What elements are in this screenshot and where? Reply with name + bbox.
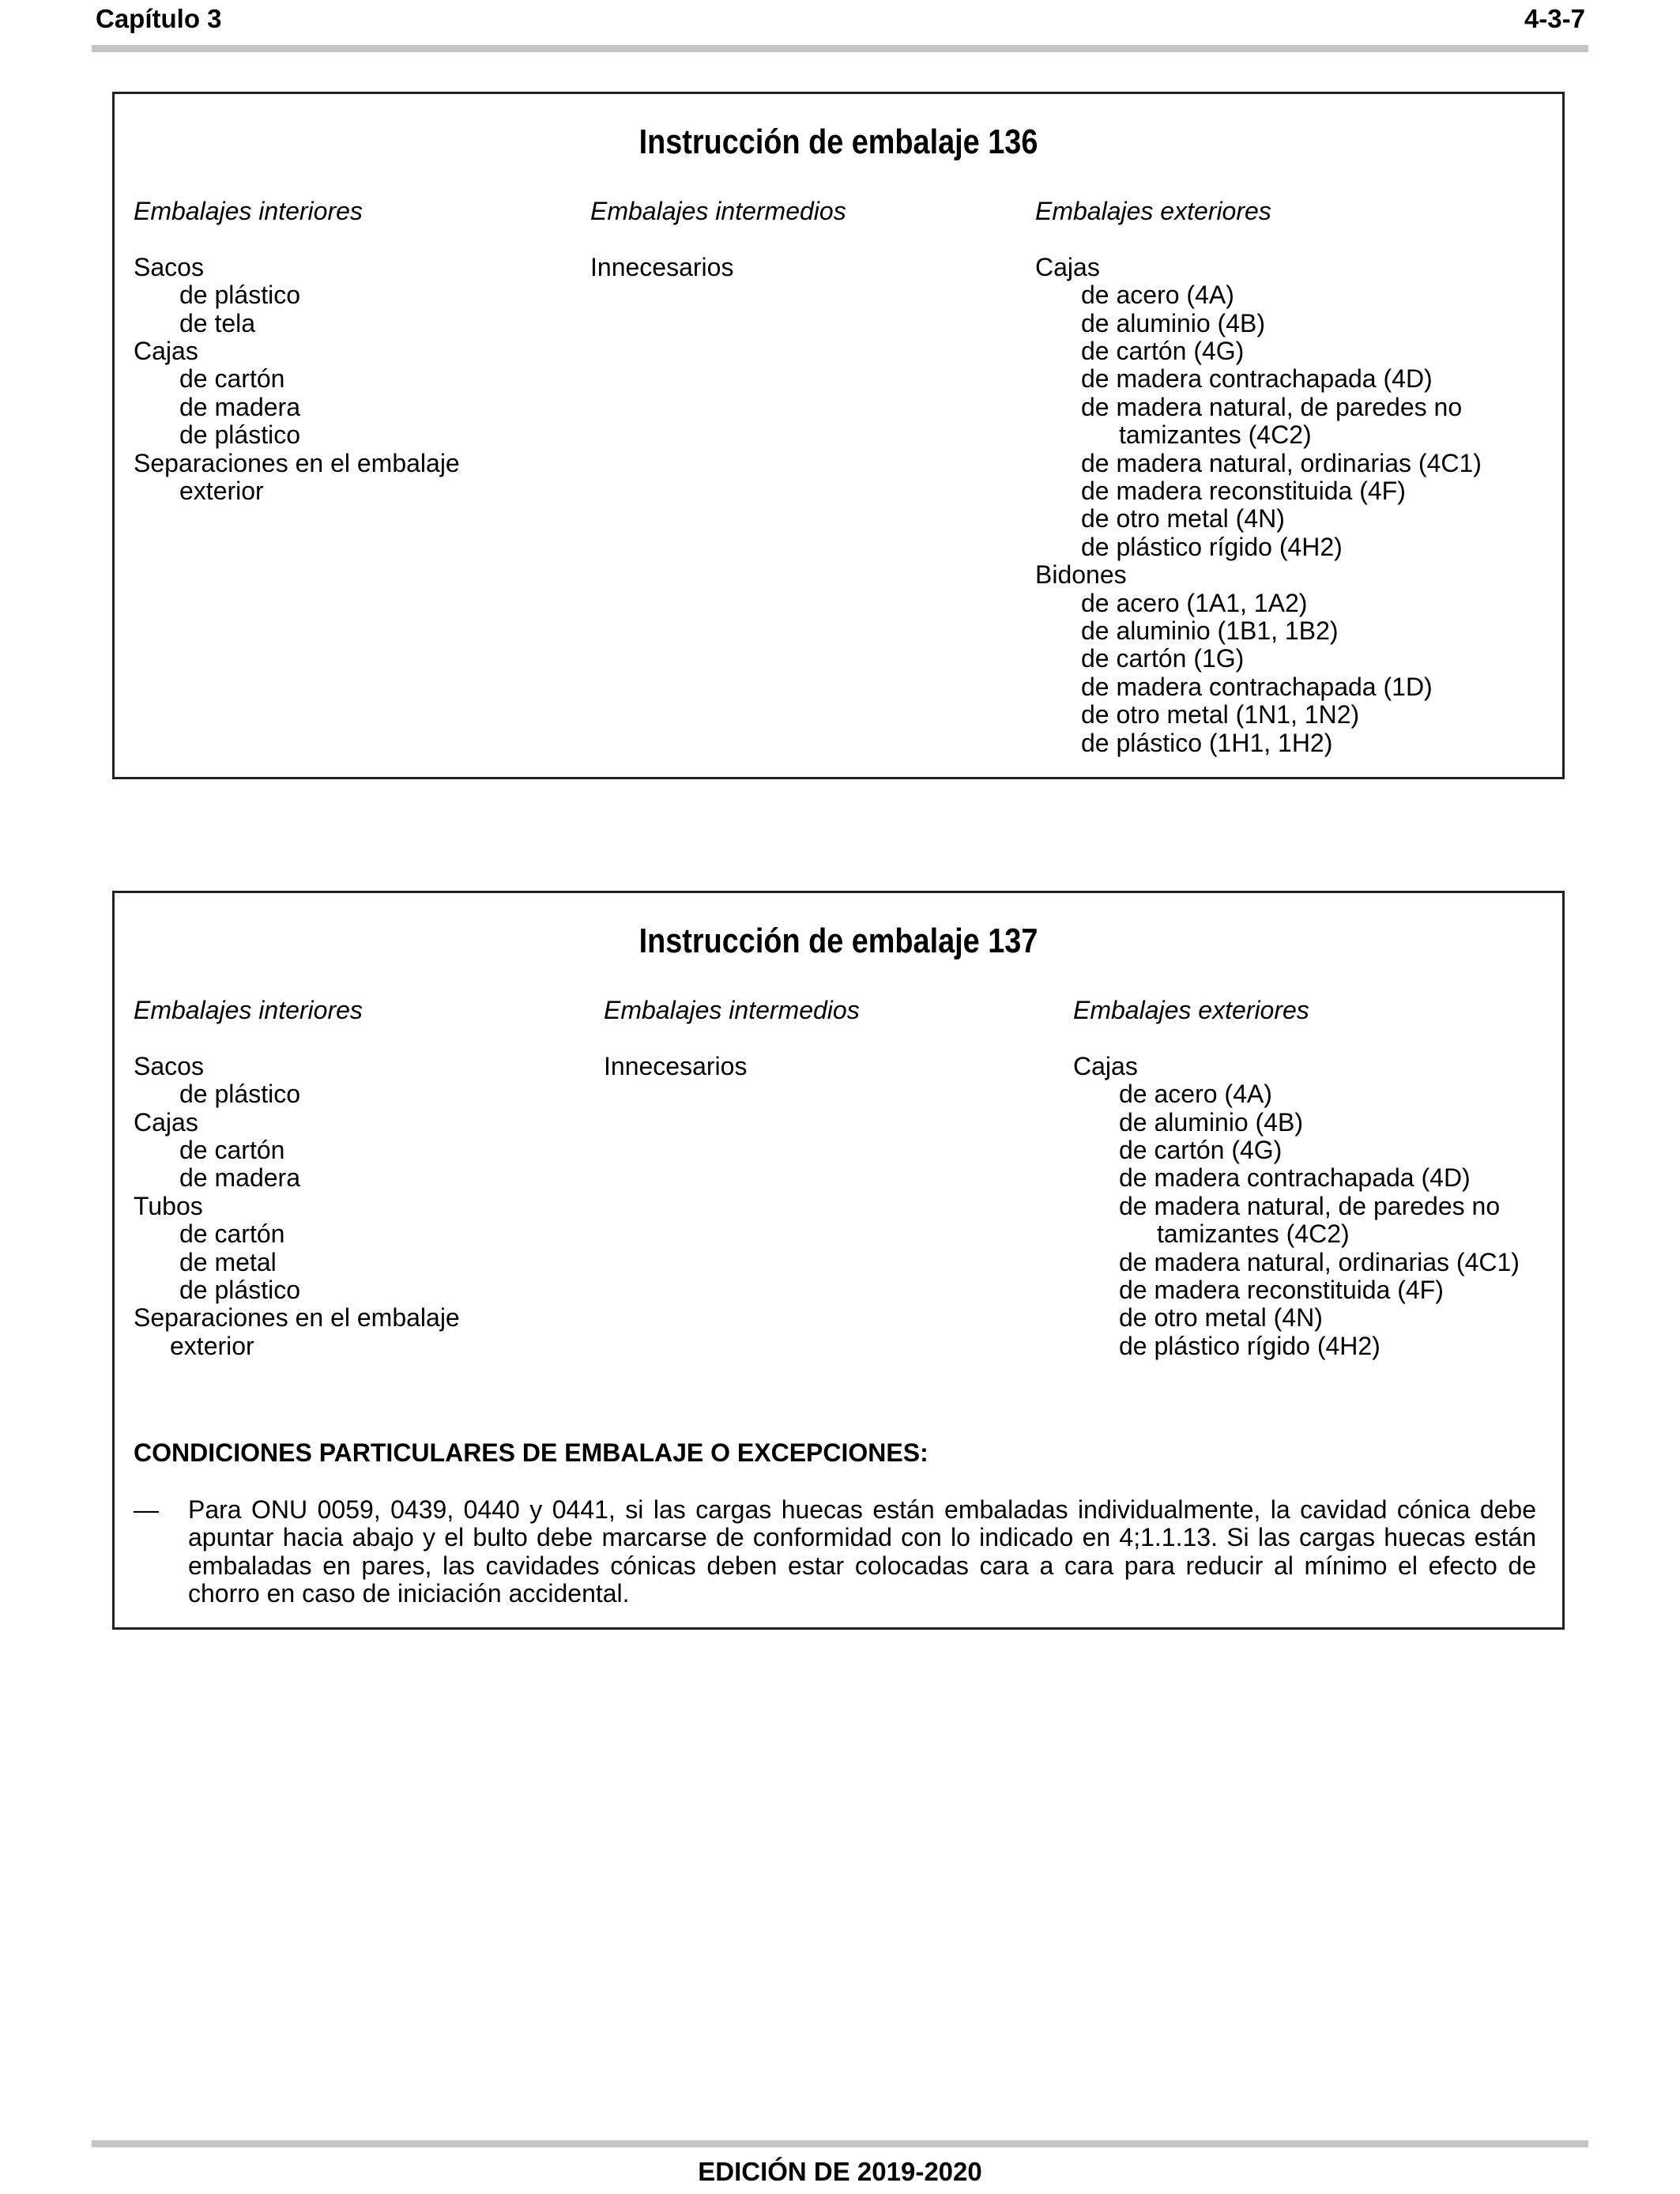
list-item: de acero (4A): [1081, 281, 1234, 310]
list-item: de madera natural, de paredes no: [1081, 392, 1463, 421]
list-item: Cajas: [1073, 1051, 1138, 1080]
inner-packagings-column: [134, 198, 460, 505]
list-item: de madera natural, de paredes no: [1119, 1191, 1501, 1220]
column-heading: Embalajes interiores: [134, 996, 363, 1024]
list-item: de cartón: [179, 1220, 285, 1249]
list-item: de madera natural, ordinarias (4C1): [1119, 1247, 1520, 1276]
packing-instruction-136: [112, 92, 1565, 779]
page-number: 4-3-7: [1524, 4, 1585, 33]
instruction-title: Instrucción de embalaje 137: [638, 922, 1038, 960]
list-item: Innecesarios: [590, 252, 734, 281]
edition-footer: EDICIÓN DE 2019-2020: [698, 2157, 982, 2186]
list-item: Sacos: [134, 1051, 204, 1080]
list-item: de otro metal (1N1, 1N2): [1081, 700, 1360, 729]
outer-packagings-list: [1035, 254, 1482, 757]
list-item: Cajas: [134, 337, 198, 366]
list-item: de madera natural, ordinarias (4C1): [1081, 448, 1482, 477]
column-heading: Embalajes interiores: [134, 197, 363, 225]
list-item: de cartón (4G): [1081, 337, 1245, 366]
footer-rule: [92, 2140, 1588, 2147]
list-item: de plástico: [179, 281, 300, 310]
list-dash: —: [134, 1495, 159, 1524]
list-item: de madera contrachapada (4D): [1119, 1163, 1471, 1193]
list-item: Innecesarios: [604, 1051, 748, 1080]
list-item: exterior: [170, 1331, 254, 1360]
list-item: de metal: [179, 1247, 277, 1276]
column-heading: Embalajes exteriores: [1035, 197, 1271, 225]
list-item: de cartón (4G): [1119, 1136, 1283, 1165]
outer-packagings-column: [1073, 997, 1520, 1360]
column-heading: Embalajes exteriores: [1073, 996, 1309, 1024]
list-item: Separaciones en el embalaje: [134, 1303, 460, 1333]
list-item: de plástico rígido (4H2): [1081, 532, 1343, 561]
header-rule: [92, 45, 1588, 52]
outer-packagings-column: [1035, 198, 1482, 757]
list-item: Cajas: [134, 1107, 198, 1137]
list-item: Sacos: [134, 252, 204, 281]
list-item: de aluminio (4B): [1119, 1107, 1303, 1137]
special-conditions-heading: CONDICIONES PARTICULARES DE EMBALAJE O EXCEPCIONES:: [134, 1438, 929, 1467]
list-item: de plástico rígido (4H2): [1119, 1331, 1381, 1360]
inner-packagings-column: [134, 997, 460, 1360]
list-item: de cartón: [179, 1136, 285, 1165]
column-heading: Embalajes intermedios: [604, 996, 860, 1024]
intermediate-packagings-list: [590, 254, 846, 281]
list-item: de madera contrachapada (4D): [1081, 364, 1433, 394]
intermediate-packagings-column: [590, 198, 846, 281]
list-item: exterior: [179, 477, 264, 506]
list-item: Tubos: [134, 1191, 203, 1220]
list-item: de madera reconstituida (4F): [1081, 477, 1406, 506]
outer-packagings-list: [1073, 1053, 1520, 1360]
list-item: tamizantes (4C2): [1119, 420, 1312, 450]
list-item: de madera reconstituida (4F): [1119, 1276, 1444, 1305]
list-item: de plástico: [179, 420, 300, 450]
inner-packagings-list: [134, 254, 460, 506]
list-item: de cartón: [179, 364, 285, 394]
list-item: de plástico (1H1, 1H2): [1081, 728, 1333, 757]
packing-instruction-137: [112, 891, 1565, 1630]
list-item: de aluminio (1B1, 1B2): [1081, 616, 1339, 646]
inner-packagings-list: [134, 1053, 460, 1360]
special-conditions-text: Para ONU 0059, 0439, 0440 y 0441, si las cargas huecas están embaladas individualmente, la cavidad cónica debe apuntar hacia abajo y el bulto debe marcarse de conformidad con lo indicado en 4;1.1.13. Si las cargas huecas están embaladas en pares, las cavidades cónicas deben estar colocadas cara a cara para reducir al mínimo el efecto de chorro en caso de iniciación accidental.: [188, 1495, 1536, 1608]
list-item: Separaciones en el embalaje: [134, 448, 460, 477]
list-item: de acero (1A1, 1A2): [1081, 588, 1308, 617]
chapter-label: Capítulo 3: [96, 4, 222, 33]
list-item: de madera: [179, 1163, 300, 1193]
list-item: Cajas: [1035, 252, 1100, 281]
list-item: de tela: [179, 308, 256, 337]
instruction-title: Instrucción de embalaje 136: [638, 123, 1038, 161]
list-item: de otro metal (4N): [1119, 1303, 1323, 1333]
list-item: de plástico: [179, 1080, 300, 1109]
list-item: tamizantes (4C2): [1157, 1220, 1350, 1249]
list-item: de madera: [179, 392, 300, 421]
column-heading: Embalajes intermedios: [590, 197, 846, 225]
list-item: de aluminio (4B): [1081, 308, 1265, 337]
intermediate-packagings-column: [604, 997, 860, 1080]
list-item: de madera contrachapada (1D): [1081, 672, 1433, 701]
intermediate-packagings-list: [604, 1053, 860, 1080]
list-item: Bidones: [1035, 560, 1127, 590]
list-item: de acero (4A): [1119, 1080, 1272, 1109]
list-item: de cartón (1G): [1081, 644, 1245, 673]
list-item: de otro metal (4N): [1081, 504, 1285, 533]
list-item: de plástico: [179, 1276, 300, 1305]
